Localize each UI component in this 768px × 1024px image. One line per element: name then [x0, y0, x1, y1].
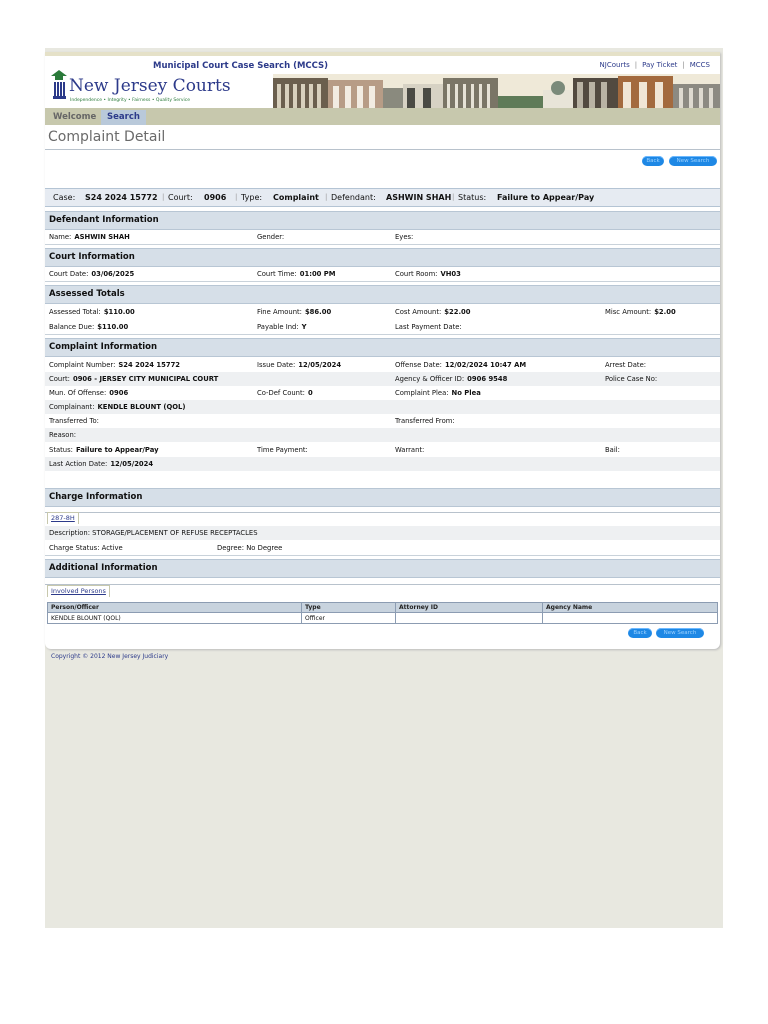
fine-amount-field: Fine Amount: $86.00 [257, 308, 332, 316]
last-action-date-field: Last Action Date: 12/05/2024 [49, 460, 154, 468]
reason-field: Reason: [49, 431, 77, 439]
table-row [48, 613, 718, 624]
case-status: Failure to Appear/Pay [497, 193, 595, 202]
complaint-row-6 [45, 428, 720, 442]
section-court-information: Court Information [45, 248, 720, 267]
codef-count-field: Co-Def Count: 0 [257, 389, 313, 397]
complaint-court-field: Court: 0906 - JERSEY CITY MUNICIPAL COURT [49, 375, 219, 383]
link-pay-ticket[interactable]: Pay Ticket [642, 61, 678, 69]
case-summary-bar [45, 188, 720, 207]
separator: | [162, 193, 165, 201]
new-search-button[interactable]: New Search [669, 156, 717, 166]
charge-description: Description: STORAGE/PLACEMENT OF REFUSE RECEPTACLES [49, 529, 258, 537]
case-label: Case: [53, 193, 76, 202]
column-header-attorney-id: Attorney ID [396, 603, 543, 613]
link-separator: | [634, 61, 638, 69]
payable-ind-field: Payable Ind: Y [257, 323, 307, 331]
separator: | [452, 193, 455, 201]
arrest-date-field: Arrest Date: [605, 361, 647, 369]
column-header-agency-name: Agency Name [543, 603, 718, 613]
column-header-person-officer: Person/Officer [48, 603, 302, 613]
complaint-row-8 [45, 457, 720, 471]
bail-field: Bail: [605, 446, 620, 454]
time-payment-field: Time Payment: [257, 446, 308, 454]
page-title: Complaint Detail [48, 129, 166, 145]
assessed-total-field: Assessed Total: $110.00 [49, 308, 135, 316]
police-case-field: Police Case No: [605, 375, 658, 383]
misc-amount-field: Misc Amount: $2.00 [605, 308, 676, 316]
case-number: S24 2024 15772 [85, 193, 158, 202]
municipality-field: Mun. Of Offense: 0906 [49, 389, 129, 397]
back-button[interactable]: Back [642, 156, 664, 166]
divider [45, 584, 720, 585]
type-cell: Officer [302, 613, 396, 624]
column-header-type: Type [302, 603, 396, 613]
complaint-row-3 [45, 386, 720, 400]
divider [45, 149, 720, 150]
tab-involved-persons[interactable]: Involved Persons [47, 585, 110, 597]
tab-search[interactable]: Search [101, 110, 146, 125]
issue-date-field: Issue Date: 12/05/2024 [257, 361, 342, 369]
section-additional-information: Additional Information [45, 559, 720, 578]
separator: | [325, 193, 328, 201]
complaint-row-1 [45, 358, 720, 372]
complaint-status-field: Status: Failure to Appear/Pay [49, 446, 159, 454]
transferred-from-field: Transferred From: [395, 417, 455, 425]
assessed-row-1 [45, 305, 720, 319]
charge-status: Charge Status: Active [49, 544, 123, 552]
tab-welcome[interactable]: Welcome [53, 112, 97, 122]
logo-tagline: Independence • Integrity • Fairness • Quality Service [70, 98, 191, 103]
agency-name-cell [543, 613, 718, 624]
court-time-field: Court Time: 01:00 PM [257, 270, 336, 278]
complaint-row-5 [45, 414, 720, 428]
charge-description-row [45, 526, 720, 540]
charge-status-row [45, 541, 720, 556]
link-njcourts[interactable]: NJCourts [599, 61, 630, 69]
court-room-field: Court Room: VH03 [395, 270, 461, 278]
complaint-number-field: Complaint Number: S24 2024 15772 [49, 361, 181, 369]
link-separator: | [682, 61, 685, 69]
copyright-text: Copyright © 2012 New Jersey Judiciary [51, 653, 169, 660]
defendant-name: ASHWIN SHAH [386, 193, 452, 202]
agency-officer-field: Agency & Officer ID: 0906 9548 [395, 375, 508, 383]
content-card [45, 52, 720, 649]
status-label: Status: [458, 193, 487, 202]
logo-wordmark: New Jersey Courts [69, 76, 231, 96]
court-date-field: Court Date: 03/06/2025 [49, 270, 135, 278]
page-frame [45, 48, 723, 928]
nav-tabs [45, 108, 720, 125]
court-row [45, 267, 720, 282]
complaint-plea-field: Complaint Plea: No Plea [395, 389, 481, 397]
eyes-field: Eyes: [395, 233, 414, 241]
divider [45, 512, 720, 513]
type-label: Type: [241, 193, 263, 202]
section-defendant-information: Defendant Information [45, 211, 720, 230]
defendant-row [45, 230, 720, 245]
complainant-field: Complainant: KENDLE BLOUNT (QOL) [49, 403, 186, 411]
involved-persons-table [47, 602, 718, 624]
section-charge-information: Charge Information [45, 488, 720, 507]
link-mccs[interactable]: MCCS [689, 61, 710, 69]
cost-amount-field: Cost Amount: $22.00 [395, 308, 471, 316]
app-title: Municipal Court Case Search (MCCS) [153, 61, 329, 71]
charge-degree: Degree: No Degree [217, 544, 283, 552]
offense-date-field: Offense Date: 12/02/2024 10:47 AM [395, 361, 527, 369]
warrant-field: Warrant: [395, 446, 425, 454]
transferred-to-field: Transferred To: [49, 417, 99, 425]
attorney-id-cell [396, 613, 543, 624]
table-header-row [48, 603, 718, 613]
section-assessed-totals: Assessed Totals [45, 285, 720, 304]
charge-statute-tab[interactable]: 287-8H [47, 512, 79, 524]
court-code: 0906 [204, 193, 227, 202]
complaint-row-2 [45, 372, 720, 386]
last-payment-date-field: Last Payment Date: [395, 323, 462, 331]
section-complaint-information: Complaint Information [45, 338, 720, 357]
back-button-bottom[interactable]: Back [628, 628, 652, 638]
balance-due-field: Balance Due: $110.00 [49, 323, 129, 331]
site-header [45, 52, 720, 116]
defendant-label: Defendant: [331, 193, 376, 202]
case-type: Complaint [273, 193, 319, 202]
gender-field: Gender: [257, 233, 285, 241]
new-search-button-bottom[interactable]: New Search [656, 628, 704, 638]
separator: | [235, 193, 238, 201]
court-label: Court: [168, 193, 193, 202]
complaint-row-4 [45, 400, 720, 414]
person-cell: KENDLE BLOUNT (QOL) [48, 613, 302, 624]
assessed-row-2 [45, 320, 720, 335]
top-links [600, 61, 710, 69]
complaint-row-7 [45, 443, 720, 457]
name-field: Name: ASHWIN SHAH [49, 233, 130, 241]
